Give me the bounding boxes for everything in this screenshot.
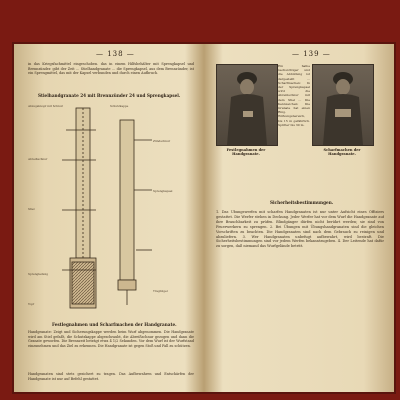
- photo-right-caption: Scharfmachen der Handgranate.: [323, 148, 361, 157]
- left-page-number: — 138 —: [96, 50, 135, 58]
- left-intro-text: in das Kriegsfachmittel eingeschoben. das in einem Hilfsbehälter mit Sprengkapsel und Brennzünder. gibt der Zeit … Stielhandgranate … die Sprengkapsel, aus dem Brennzünder, ist ein Sprengmittel, das mit der Kapsel verbunden und durch einen Aufbruch.: [28, 62, 194, 76]
- label-tragbuegel: Tragbügel: [153, 289, 168, 293]
- right-side-text: Ein halbe nachsichtiger und die Abbildung ist dargestellt … Scharfmachen: In der Sprengkapsel wird die Abreißschnur mit dem Stiel … Die Kennzeichen: Die Granate hat einen Ring. Wirkungsbereich, bis 15 m gefährlich. Splitter bis 30 m.: [278, 64, 310, 127]
- left-body-text: Handgranate: Zeigt und Sicherungskappe werden beim Wurf abgenommen. Die Handgranate wird am Stiel gefaßt, die Schutzkappe abgeschraubt, die Abreißschnur gezogen und dann die Granate geworfen. Die Brennzeit beträgt etwa 4 1/2 Sekunden. Vor dem Wurf ist der Wurfstand einzunehmen und das Ziel zu erkennen. Die Handgranate ist gegen Stoß und Fall zu schützen.: [28, 330, 194, 348]
- label-sprengladung: Sprengladung: [28, 272, 49, 276]
- label-sprengkapsel: Sprengkapsel: [153, 189, 173, 193]
- label-abreissschnur: Abreißschnur: [28, 157, 48, 161]
- label-zuendschnur: Zündschnur: [153, 139, 171, 143]
- right-page: [208, 44, 392, 392]
- soldier-photo-right: [312, 64, 374, 146]
- grenade-diagram: [48, 100, 171, 318]
- right-page-number: — 139 —: [292, 50, 331, 58]
- right-body-text: 1. Das Übungswerfen mit scharfen Handgranaten ist nur unter Aufsicht eines Offiziers gestattet. Die Werfer stehen in Deckung. Jeder Werfer hat vor dem Wurf die Handgranate auf ihre Brauchbarkeit zu prüfen. Blindgänger dürfen nicht berührt werden; sie sind von Feuerwerkern zu sprengen. 2. Bei Übungen mit Übungshandgranaten sind die gleichen Vorschriften zu beachten. Die Handgranaten sind nach dem Gebrauch zu reinigen und abzuliefern. 3. Wer Handgranaten unbefugt aufbewahrt, wird bestraft. Die Sicherheitsbestimmungen sind vor jedem Werfen bekanntzugeben. 4. Der Leitende hat dafür zu sorgen, daß niemand das Wurfgelände betritt.: [216, 210, 384, 249]
- left-page: [18, 44, 202, 392]
- figure-caption: Festlegnahmen und Scharfmachen der Handgranate.: [52, 322, 177, 327]
- label-schutzkappe: Schutzkappe: [110, 104, 129, 108]
- photo-left-caption: Festlegnahmen der Handgranate.: [226, 148, 266, 157]
- left-bottom-text: Handgranaten sind stets gesichert zu tragen. Das Aufbewahren und Entschärfen der Handgranate ist nur auf Befehl gestattet.: [28, 372, 194, 381]
- label-stiel: Stiel: [28, 207, 35, 211]
- open-book: [14, 44, 394, 392]
- label-topf: Topf: [28, 302, 35, 306]
- soldier-photo-left: [216, 64, 278, 146]
- section-heading: Sicherheitsbestimmungen.: [270, 200, 334, 205]
- label-abzugsknopf: Abzugsknopf mit Schnur: [28, 104, 63, 108]
- figure-title: Stielhandgranate 24 mit Brennzünder 24 und Sprengkapsel.: [38, 93, 181, 98]
